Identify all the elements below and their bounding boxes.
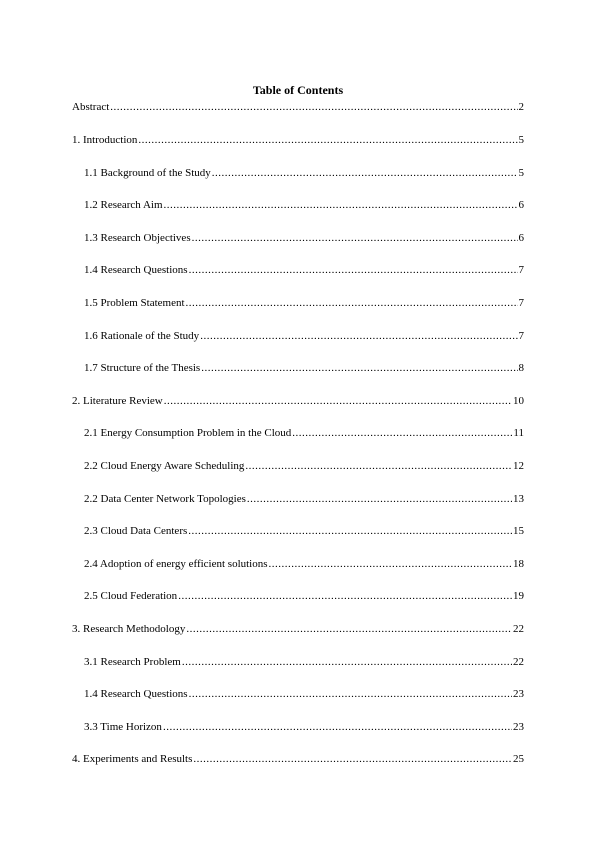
toc-entry[interactable] [84, 329, 524, 343]
toc-dot-leader [245, 459, 512, 473]
toc-entry-page-number: 5 [518, 134, 524, 146]
toc-entry-page-number: 8 [518, 362, 524, 375]
toc-entry-label: 1.2 Research Aim [84, 199, 163, 212]
toc-entry-label: 2.3 Cloud Data Centers [84, 525, 188, 538]
toc-entry-label: 2.1 Energy Consumption Problem in the Cloud [84, 427, 292, 440]
toc-entry-label: 2. Literature Review [72, 394, 163, 407]
toc-entry[interactable] [84, 166, 524, 180]
toc-entry-label: 1.3 Research Objectives [84, 231, 191, 244]
toc-entry-label: 2.2 Cloud Energy Aware Scheduling [84, 460, 245, 472]
toc-entry-label: 3.3 Time Horizon [84, 720, 162, 733]
toc-entry-page-number: 6 [518, 231, 524, 244]
toc-entry[interactable] [84, 524, 524, 538]
toc-entry-label: 3.1 Research Problem [84, 655, 181, 668]
toc-entry-page-number: 19 [513, 590, 524, 603]
toc-entry[interactable] [84, 557, 524, 571]
toc-entry-page-number: 22 [513, 655, 524, 668]
toc-dot-leader [189, 263, 518, 277]
toc-entry-label: 1.1 Background of the Study [84, 166, 211, 179]
toc-entry-page-number: 18 [513, 557, 524, 570]
toc-entry-page-number: 25 [513, 753, 524, 766]
toc-entry-label: 1.6 Rationale of the Study [84, 329, 200, 342]
toc-entry[interactable] [72, 133, 524, 147]
toc-entry-page-number: 12 [513, 460, 524, 472]
toc-entry-label: 1.4 Research Questions [84, 264, 188, 277]
toc-entry[interactable] [84, 589, 524, 603]
toc-entry-page-number: 7 [518, 329, 524, 342]
toc-dot-leader [164, 394, 512, 408]
toc-entry-label: 1.4 Research Questions [84, 688, 188, 701]
toc-dot-leader [247, 492, 512, 506]
toc-dot-leader [164, 198, 518, 212]
toc-entry[interactable] [72, 752, 524, 766]
toc-entry-label: 1. Introduction [72, 134, 138, 146]
toc-entry-page-number: 15 [513, 525, 524, 538]
toc-dot-leader [178, 589, 512, 603]
toc-entry[interactable] [84, 263, 524, 277]
toc-entry-page-number: 6 [518, 199, 524, 212]
toc-entry-label: Abstract [72, 101, 110, 113]
toc-entry-label: 2.5 Cloud Federation [84, 590, 178, 603]
toc-entry-page-number: 23 [513, 688, 524, 701]
toc-dot-leader [189, 687, 512, 701]
toc-entry-page-number: 13 [513, 492, 524, 505]
toc-entry[interactable] [84, 231, 524, 245]
toc-entry-label: 1.5 Problem Statement [84, 297, 185, 309]
toc-title: Table of Contents [252, 83, 344, 97]
toc-entry[interactable] [84, 720, 524, 734]
toc-entry-page-number: 7 [518, 297, 524, 309]
toc-entry[interactable] [72, 394, 524, 408]
toc-dot-leader [201, 361, 517, 375]
toc-entry[interactable] [72, 100, 524, 114]
toc-dot-leader [200, 329, 517, 343]
toc-dot-leader [188, 524, 512, 538]
toc-entry-page-number: 2 [518, 101, 524, 113]
toc-dot-leader [212, 166, 518, 180]
toc-entry-page-number: 11 [513, 427, 524, 440]
toc-entry-label: 4. Experiments and Results [72, 753, 193, 766]
toc-entry-label: 2.4 Adoption of energy efficient solutions [84, 557, 268, 570]
toc-entry[interactable] [84, 296, 524, 310]
toc-entry[interactable] [84, 361, 524, 375]
toc-entry-label: 2.2 Data Center Network Topologies [84, 492, 246, 505]
toc-entry[interactable] [84, 492, 524, 506]
toc-dot-leader [138, 133, 517, 147]
toc-dot-leader [292, 426, 512, 440]
toc-entry-label: 3. Research Methodology [72, 623, 186, 635]
toc-entry[interactable] [72, 622, 524, 636]
toc-dot-leader [182, 655, 512, 669]
toc-dot-leader [269, 557, 512, 571]
toc-dot-leader [163, 720, 512, 734]
toc-entry[interactable] [84, 459, 524, 473]
toc-dot-leader [193, 752, 512, 766]
toc-entry-page-number: 5 [518, 166, 524, 179]
toc-entry[interactable] [84, 687, 524, 701]
toc-dot-leader [192, 231, 518, 245]
toc-entry-page-number: 7 [518, 264, 524, 277]
toc-dot-leader [110, 100, 517, 114]
toc-entry-page-number: 10 [513, 394, 524, 407]
toc-dot-leader [186, 622, 512, 636]
toc-entry-page-number: 22 [513, 623, 524, 635]
toc-entry-page-number: 23 [513, 720, 524, 733]
toc-entry-label: 1.7 Structure of the Thesis [84, 362, 201, 375]
toc-entry[interactable] [84, 655, 524, 669]
toc-entry[interactable] [84, 198, 524, 212]
toc-dot-leader [186, 296, 518, 310]
toc-entry[interactable] [84, 426, 524, 440]
